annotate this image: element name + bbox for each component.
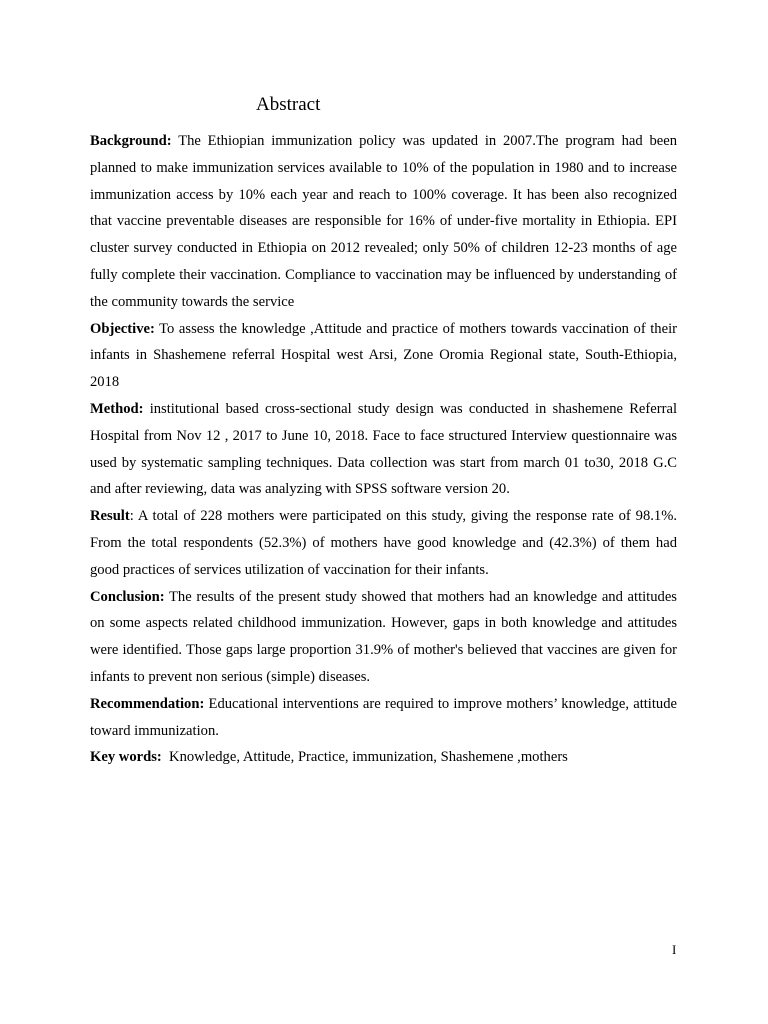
background-paragraph bbox=[90, 128, 677, 316]
background-label: Background: bbox=[90, 133, 172, 149]
objective-label: Objective: bbox=[90, 320, 155, 337]
result-paragraph bbox=[90, 503, 677, 583]
conclusion-paragraph bbox=[90, 584, 677, 691]
objective-paragraph bbox=[90, 316, 677, 396]
conclusion-text: The results of the present study showed that mothers had an knowledge and attitudes on some aspects related childhood immunization. However, gaps in both knowledge and attitudes were identified. Those gaps large proportion 31.9% of mother's believed that vaccines are given for infants to prevent non serious (simple) diseases. bbox=[90, 588, 677, 685]
background-text: The Ethiopian immunization policy was updated in 2007.The program had been planned to make immunization services available to 10% of the population in 1980 and to increase immunization access by 10% each year and reach to 100% coverage. It has been also recognized that vaccine preventable diseases are responsible for 16% of under-five mortality in Ethiopia. EPI cluster survey conducted in Ethiopia on 2012 revealed; only 50% of children 12-23 months of age fully complete their vaccination. Compliance to vaccination may be influenced by understanding of the community towards the service bbox=[90, 133, 677, 310]
recommendation-label: Recommendation: bbox=[90, 695, 205, 712]
result-label: Result bbox=[90, 508, 130, 525]
abstract-body bbox=[90, 128, 677, 771]
key-words-label: Key words: bbox=[90, 749, 162, 766]
result-text: : A total of 228 mothers were participated on this study, giving the response rate of 98.1%. From the total respondents (52.3%) of mothers have good knowledge and (42.3%) of them had good practices of services utilization of vaccination for their infants. bbox=[90, 508, 677, 578]
objective-text: To assess the knowledge ,Attitude and practice of mothers towards vaccination of their infants in Shashemene referral Hospital west Arsi, Zone Oromia Regional state, South-Ethiopia, 2018 bbox=[90, 320, 677, 391]
page-number: I bbox=[672, 942, 677, 957]
method-label: Method: bbox=[90, 400, 144, 417]
conclusion-label: Conclusion: bbox=[90, 588, 165, 605]
recommendation-text: Educational interventions are required to improve mothers’ knowledge, attitude toward immunization. bbox=[90, 695, 677, 739]
method-paragraph bbox=[90, 396, 677, 503]
recommendation-paragraph bbox=[90, 691, 677, 745]
key-words-text: Knowledge, Attitude, Practice, immunization, Shashemene ,mothers bbox=[161, 749, 568, 766]
abstract-title: Abstract bbox=[256, 94, 321, 115]
method-text: institutional based cross-sectional study design was conducted in shashemene Referral Hospital from Nov 12 , 2017 to June 10, 2018. Face to face structured Interview questionnaire was used by systematic sampling techniques. Data collection was start from march 01 to30, 2018 G.C and after reviewing, data was analyzing with SPSS software version 20. bbox=[90, 400, 677, 498]
key-words-paragraph bbox=[90, 744, 677, 771]
